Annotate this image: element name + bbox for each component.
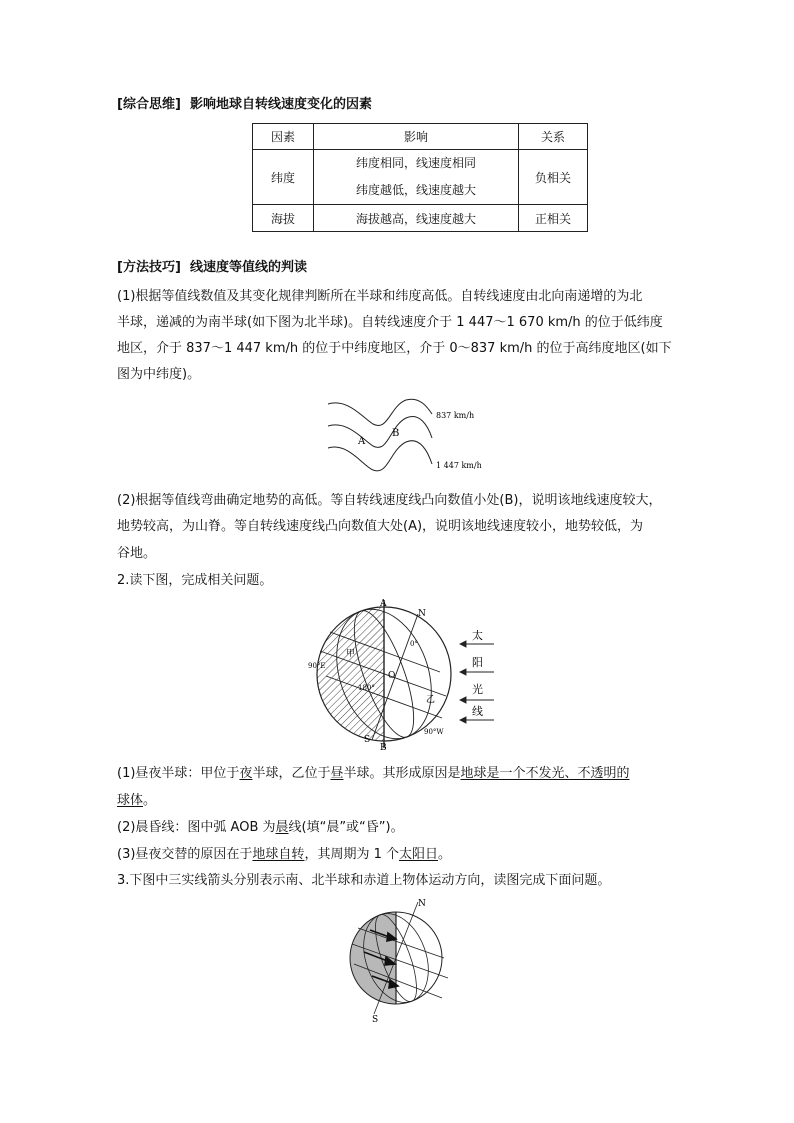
table-header-cell: 关系 — [519, 124, 588, 150]
table-header-cell: 因素 — [253, 124, 314, 150]
answer-blank: 球体 — [117, 793, 144, 808]
paragraph-line: 半球，递减的为南半球(如下图为北半球)。自转线速度介于 1 447～1 670 km/h 的位于低纬度 — [117, 315, 663, 330]
label-jia: 甲 — [346, 649, 356, 659]
label-b: B — [380, 743, 387, 752]
label-90w: 90°W — [424, 728, 444, 736]
table-header-row — [253, 124, 588, 150]
label-0: 0° — [410, 640, 418, 648]
label-837: 837 km/h — [436, 411, 475, 420]
sun-char: 太 — [472, 629, 483, 642]
isoline-bottom — [328, 441, 432, 471]
answer-3 — [117, 846, 451, 864]
label-yi: 乙 — [426, 695, 436, 705]
isoline-middle — [328, 417, 432, 448]
factor-table — [252, 123, 588, 232]
answer-text: (1)昼夜半球：甲位于 — [117, 766, 240, 781]
question-3-title: 3.下图中三实线箭头分别表示南、北半球和赤道上物体运动方向，读图完成下面问题。 — [117, 873, 611, 888]
label-a: A — [380, 599, 387, 609]
section-tag: [方法技巧] — [117, 260, 181, 275]
table-cell: 海拔 — [253, 205, 314, 232]
section-title: 线速度等值线的判读 — [189, 260, 307, 275]
paragraph-line: 谷地。 — [117, 546, 157, 561]
table-row — [253, 150, 588, 205]
effect-text: 纬度越低，线速度越大 — [355, 183, 476, 197]
answer-text: 线(填“晨”或“昏”)。 — [288, 820, 404, 835]
label-90e: 90°E — [308, 662, 326, 670]
label-s: S — [372, 1015, 379, 1022]
paragraph-line: 图为中纬度)。 — [117, 367, 201, 382]
section-title: 影响地球自转线速度变化的因素 — [189, 97, 372, 112]
paragraph-line: (2)根据等值线弯曲确定地势的高低。等自转线速度线凸向数值小处(B)，说明该地线速度较大， — [117, 493, 662, 508]
answer-blank: 地球自转 — [252, 847, 305, 862]
table-cell: 负相关 — [519, 150, 588, 205]
answer-blank: 昼 — [330, 766, 344, 781]
label-b: B — [392, 428, 400, 439]
answer-text: 半球，乙位于 — [252, 766, 331, 781]
table-cell: 正相关 — [519, 205, 588, 232]
table-cell: 纬度 — [253, 150, 314, 205]
paragraph-line: 地势较高，为山脊。等自转线速度线凸向数值大处(A)，说明该地线速度较小，地势较低，为 — [117, 519, 644, 534]
answer-text: 。 — [438, 847, 452, 862]
answer-1-cont — [117, 792, 156, 810]
answer-text: ，其周期为 1 个 — [304, 847, 399, 862]
answer-1 — [117, 765, 630, 783]
label-n: N — [418, 609, 426, 619]
sun-char: 光 — [472, 683, 483, 696]
answer-blank: 太阳日 — [398, 847, 438, 862]
sun-char: 线 — [472, 705, 483, 718]
label-n: N — [418, 899, 426, 909]
effect-text: 纬度相同，线速度相同 — [355, 156, 476, 170]
label-a: A — [358, 436, 366, 447]
paragraph-line: (1)根据等值线数值及其变化规律判断所在半球和纬度高低。自转线速度由北向南递增的为北 — [117, 289, 643, 304]
answer-blank: 地球是一个不发光、不透明的 — [460, 766, 630, 781]
section-tag: [综合思维] — [117, 97, 181, 112]
label-180: 180° — [358, 684, 375, 692]
table-cell: 海拔越高，线速度越大 — [314, 205, 519, 232]
paragraph-line: 地区，介于 837～1 447 km/h 的位于中纬度地区，介于 0～837 km/h 的位于高纬度地区(如下 — [117, 341, 672, 356]
table-header-cell: 影响 — [314, 124, 519, 150]
globe-figure — [300, 596, 500, 752]
answer-blank: 晨 — [275, 820, 289, 835]
answer-text: (2)晨昏线：图中弧 AOB 为 — [117, 820, 276, 835]
isoline-figure — [318, 396, 488, 480]
table-cell — [314, 150, 519, 205]
label-s: S — [364, 735, 371, 745]
section-heading-1 — [117, 96, 372, 114]
rotation-globe-figure — [340, 894, 450, 1022]
answer-blank: 夜 — [239, 766, 253, 781]
answer-text: (3)昼夜交替的原因在于 — [117, 847, 253, 862]
sun-char: 阳 — [472, 656, 483, 669]
answer-text: 半球。其形成原因是 — [343, 766, 461, 781]
label-o: O — [388, 671, 396, 681]
section-heading-2 — [117, 259, 307, 277]
label-1447: 1 447 km/h — [436, 461, 482, 470]
answer-2 — [117, 819, 404, 837]
table-row — [253, 205, 588, 232]
answer-text: 。 — [143, 793, 157, 808]
isoline-top — [328, 399, 432, 425]
question-2-title: 2.读下图，完成相关问题。 — [117, 573, 273, 588]
